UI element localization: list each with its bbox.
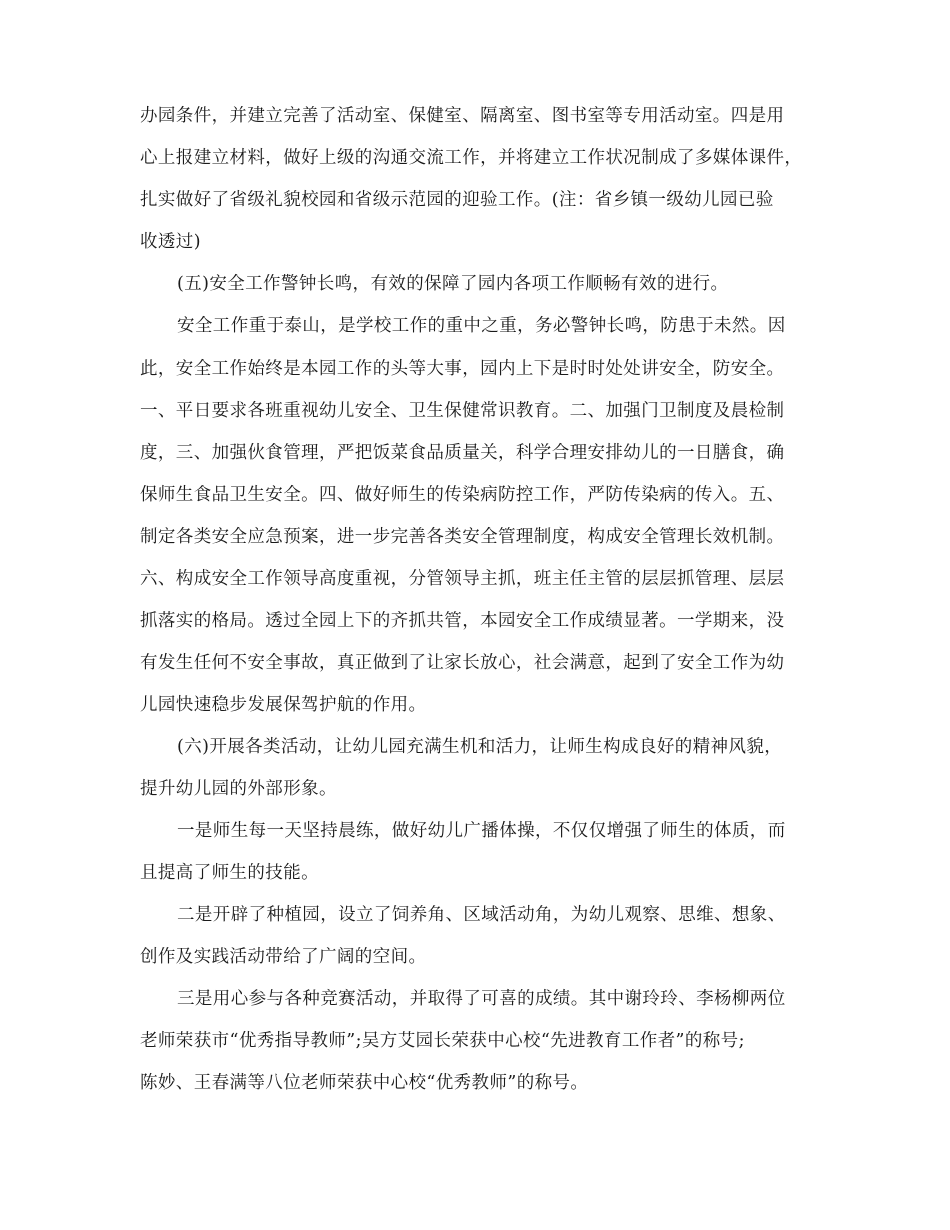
text-line: 有发生任何不安全事故，真正做到了让家长放心，社会满意，起到了安全工作为幼: [140, 653, 785, 673]
text-line: 扎实做好了省级礼貌校园和省级示范园的迎验工作。(注：省乡镇一级幼儿园已验: [140, 190, 774, 210]
text-line: 安全工作重于泰山，是学校工作的重中之重，务必警钟长鸣，防患于未然。因: [177, 316, 786, 336]
text-line: 儿园快速稳步发展保驾护航的作用。: [140, 695, 427, 715]
text-line: 办园条件，并建立完善了活动室、保健室、隔离室、图书室等专用活动室。四是用: [140, 106, 785, 126]
text-line: 提升幼儿园的外部形象。: [140, 779, 337, 799]
text-line: 三是用心参与各种竞赛活动，并取得了可喜的成绩。其中谢玲玲、李杨柳两位: [177, 989, 786, 1009]
section-heading: (五)安全工作警钟长鸣，有效的保障了园内各项工作顺畅有效的进行。: [177, 274, 729, 294]
text-line: 抓落实的格局。透过全园上下的齐抓共管，本园安全工作成绩显著。一学期来，没: [140, 611, 785, 631]
text-line: 陈妙、王春满等八位老师荣获中心校“优秀教师”的称号。: [140, 1073, 589, 1093]
text-line: 二是开辟了种植园，设立了饲养角、区域活动角，为幼儿观察、思维、想象、: [177, 905, 786, 925]
text-line: 心上报建立材料，做好上级的沟通交流工作，并将建立工作状况制成了多媒体课件，: [140, 148, 803, 168]
text-line: 老师荣获市“优秀指导教师”;吴方艾园长荣获中心校“先进教育工作者”的称号;: [140, 1031, 745, 1051]
text-line: 六、构成安全工作领导高度重视，分管领导主抓，班主任主管的层层抓管理、层层: [140, 569, 785, 589]
text-line: 保师生食品卫生安全。四、做好师生的传染病防控工作，严防传染病的传入。五、: [140, 485, 785, 505]
text-line: 收透过): [140, 232, 201, 252]
text-line: 此，安全工作始终是本园工作的头等大事，园内上下是时时处处讲安全，防安全。: [140, 359, 785, 379]
text-line: 一是师生每一天坚持晨练，做好幼儿广播体操，不仅仅增强了师生的体质，而: [177, 821, 786, 841]
text-line: 一、平日要求各班重视幼儿安全、卫生保健常识教育。二、加强门卫制度及晨检制: [140, 401, 785, 421]
section-heading: (六)开展各类活动，让幼儿园充满生机和活力，让师生构成良好的精神风貌，: [177, 737, 783, 757]
text-line: 制定各类安全应急预案，进一步完善各类安全管理制度，构成安全管理长效机制。: [140, 527, 785, 547]
text-line: 创作及实践活动带给了广阔的空间。: [140, 947, 427, 967]
text-line: 且提高了师生的技能。: [140, 863, 319, 883]
text-line: 度，三、加强伙食管理，严把饭菜食品质量关，科学合理安排幼儿的一日膳食，确: [140, 443, 785, 463]
